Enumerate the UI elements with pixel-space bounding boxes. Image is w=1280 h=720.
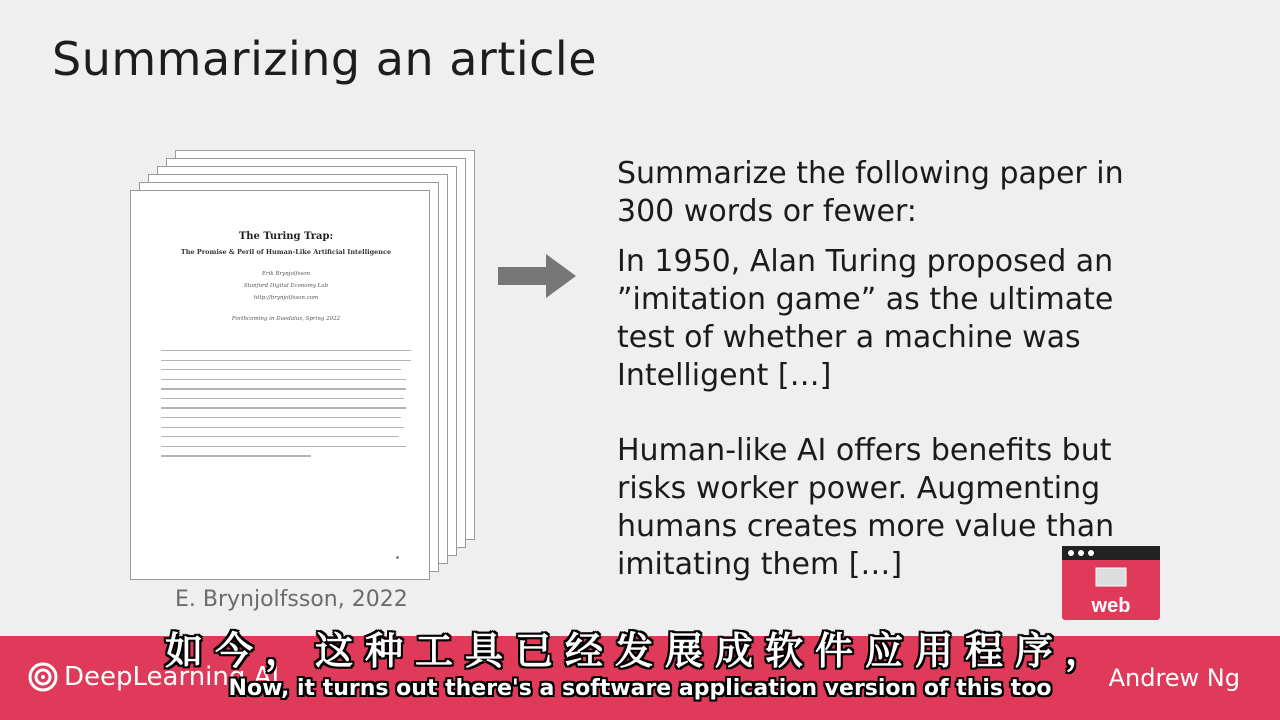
author-name: Andrew Ng: [1108, 664, 1240, 692]
paper-page-front: [130, 190, 430, 580]
paper-title: The Turing Trap:: [238, 231, 334, 242]
paper-affiliation: Stanford Digital Economy Lab: [243, 283, 329, 289]
paper-journal: Forthcoming in Daedalus, Spring 2022: [231, 316, 341, 322]
summary-output: Human-like AI offers benefits but risks worker power. Augmenting humans creates more value than imitating them […]: [617, 433, 1115, 582]
subtitle-chinese: 如今，这种工具已经发展成软件应用程序，: [164, 629, 1115, 673]
paper-subtitle: The Promise & Peril of Human-Like Artificial Intelligence: [180, 248, 392, 256]
citation-caption: E. Brynjolfsson, 2022: [175, 587, 408, 612]
web-browser-icon: [1062, 546, 1160, 620]
paper-paragraph: [161, 360, 411, 361]
paper-body: [161, 350, 411, 361]
paper-url: http://brynjolfsson.com: [253, 295, 319, 301]
page-number-dot: [396, 556, 399, 559]
paper-stack: [130, 150, 475, 580]
paper-author: Erik Brynjolfsson: [261, 271, 311, 277]
brand-name: DeepLearning.AI: [64, 662, 280, 692]
prompt-block: [617, 155, 1157, 395]
prompt-instruction: Summarize the following paper in 300 words or fewer:: [617, 156, 1124, 229]
prompt-excerpt: In 1950, Alan Turing proposed an ”imitation game” as the ultimate test of whether a machine was Intelligent […]: [617, 244, 1114, 393]
web-icon-label: web: [1091, 595, 1131, 617]
paper-paragraph: [161, 350, 411, 351]
right-arrow-icon: [498, 252, 578, 300]
slide-title: Summarizing an article: [52, 32, 598, 86]
subtitle-english: Now, it turns out there's a software application version of this too: [228, 676, 1052, 701]
